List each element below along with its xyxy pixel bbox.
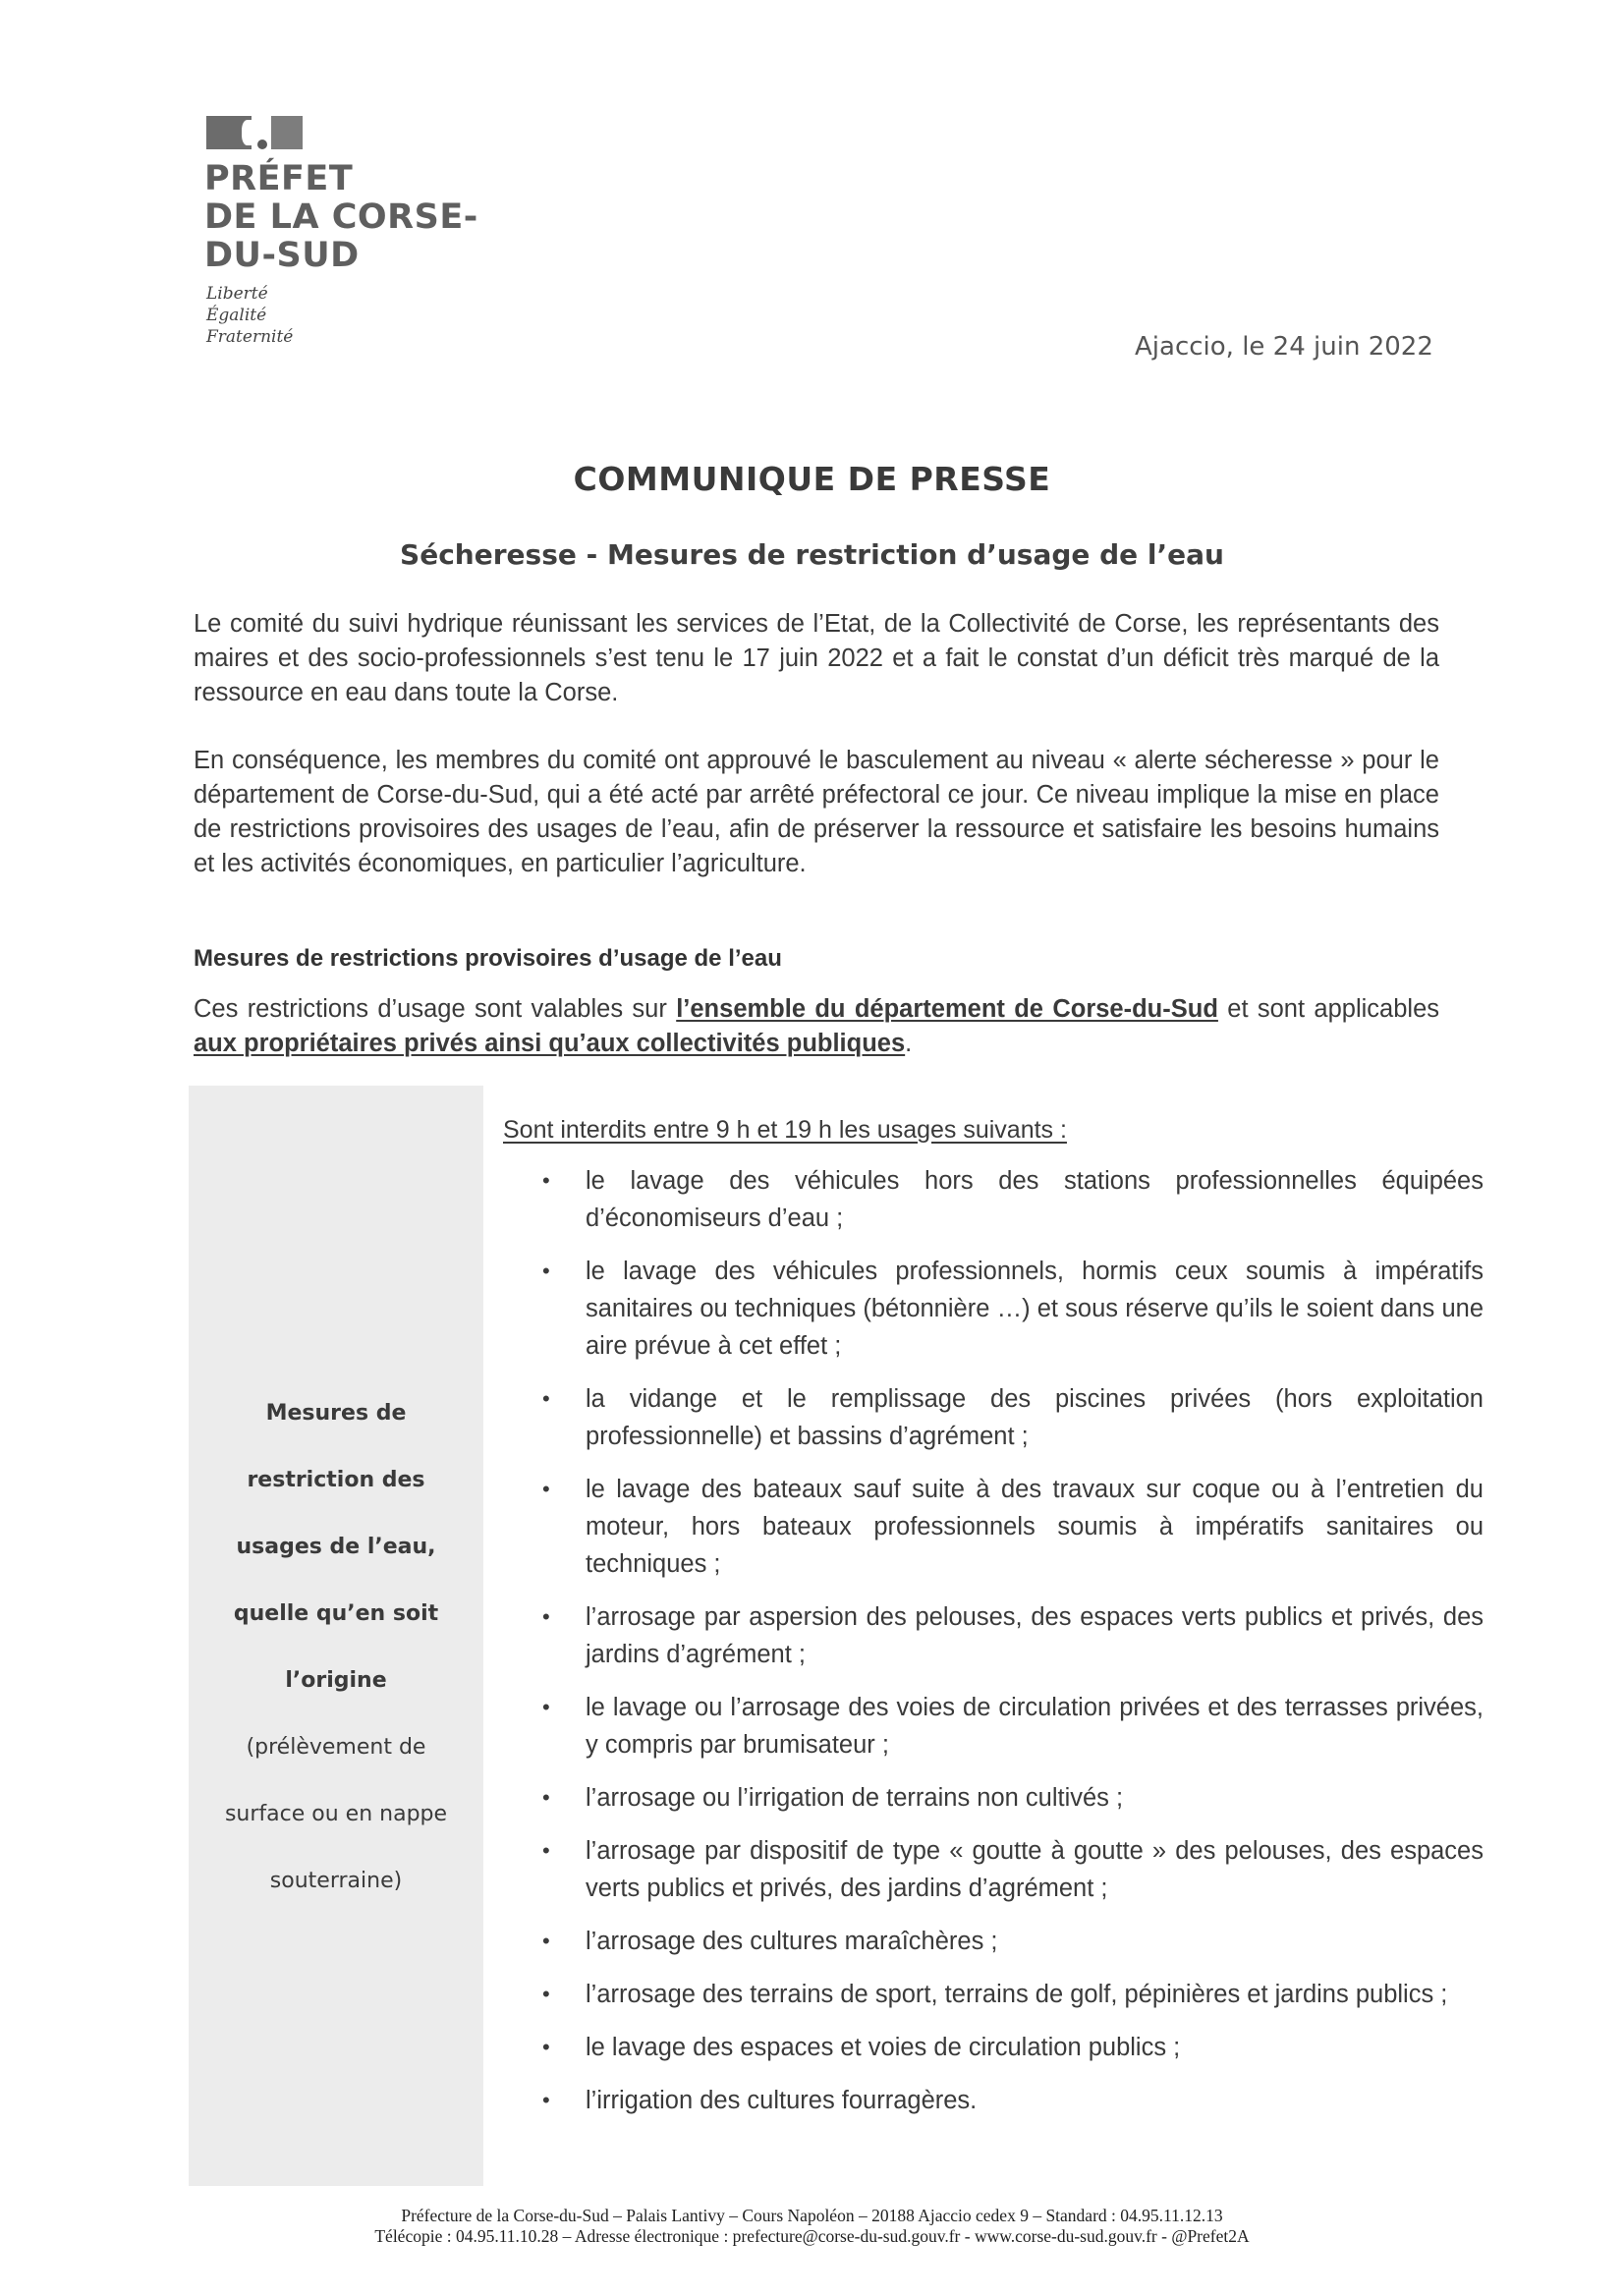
list-item [531,1471,1484,1583]
bullet-icon: • [542,1838,550,1863]
prefecture-name-line: PRÉFET [204,159,354,198]
list-item-text: l’arrosage des cultures maraîchères ; [586,1928,998,1955]
bullet-icon: • [542,1785,550,1810]
side-label-line: (prélèvement de [246,1735,426,1760]
bullet-icon: • [542,1604,550,1629]
side-label-text [189,1380,483,1915]
side-label-line: l’origine [285,1668,387,1693]
bullet-icon: • [542,1929,550,1953]
list-item-text: l’arrosage par dispositif de type « goutte à goutte » des pelouses, des espaces verts publics et privés, des jardins d’agrément ; [586,1837,1484,1902]
side-label-line: Mesures de [265,1401,407,1426]
list-item [531,1253,1484,1365]
list-item-text: l’arrosage ou l’irrigation de terrains non cultivés ; [586,1784,1124,1812]
side-label-line: surface ou en nappe [224,1802,448,1826]
side-label-line: restriction des [247,1468,425,1492]
motto-line: Égalité [206,306,267,325]
bullet-icon: • [542,2035,550,2059]
logo-block-red [271,116,303,149]
side-label-line: souterraine) [269,1869,403,1893]
list-item [531,1380,1484,1455]
restriction-side-label-panel [189,1086,483,2186]
logo-block-blue [206,116,252,149]
side-label-line: quelle qu’en soit [233,1601,439,1626]
list-item [531,1779,1484,1817]
list-item [531,1976,1484,2013]
list-item-text: le lavage des véhicules hors des stations professionnelles équipées d’économiseurs d’eau ; [586,1167,1484,1232]
motto-line: Fraternité [206,327,294,347]
scope-emphasis-territory: l’ensemble du département de Corse-du-Sud [676,995,1218,1023]
paragraph-consequence: En conséquence, les membres du comité ont approuvé le basculement au niveau « alerte sécheresse » pour le département de Corse-du-Sud, qui a été acté par arrêté préfectoral ce jour. Ce niveau implique la mise en place de restrictions provisoires des usages de l’eau, afin de préserver la ressource et satisfaire les besoins humains et les activités économiques, en particulier l’agriculture. [194,747,1439,877]
marianne-logo-icon [206,116,303,151]
list-item-text: le lavage des véhicules professionnels, hormis ceux soumis à impératifs sanitaires ou techniques (bétonnière …) et sous réserve qu’ils le soient dans une aire prévue à cet effet ; [586,1258,1484,1360]
scope-emphasis-owners: aux propriétaires privés ainsi qu’aux collectivités publiques [194,1030,906,1057]
list-item [531,1162,1484,1237]
bullet-icon: • [542,2088,550,2112]
section-heading: Mesures de restrictions provisoires d’usage de l’eau [194,945,782,972]
paragraph-scope [194,992,1439,1061]
list-item-text: le lavage des bateaux sauf suite à des travaux sur coque ou à l’entretien du moteur, hors bateaux professionnels soumis à impératifs sanitaires ou techniques ; [586,1476,1484,1578]
list-item [531,1832,1484,1907]
footer-address: Préfecture de la Corse-du-Sud – Palais Lantivy – Cours Napoléon – 20188 Ajaccio cedex 9 – Standard : 04.95.11.12.13 [401,2206,1223,2225]
footer-contact: Télécopie : 04.95.11.10.28 – Adresse électronique : prefecture@corse-du-sud.gouv.fr - www.corse-du-sud.gouv.fr - @Prefet2A [374,2226,1250,2246]
side-label-line: usages de l’eau, [236,1535,436,1559]
list-item-text: l’irrigation des cultures fourragères. [586,2087,978,2114]
logo-dot [257,140,267,149]
document-date: Ajaccio, le 24 juin 2022 [1135,332,1433,362]
prefecture-name-line: DU-SUD [204,236,360,275]
list-item [531,1689,1484,1764]
bullet-icon: • [542,1477,550,1501]
restriction-list-heading: Sont interdits entre 9 h et 19 h les usages suivants : [503,1116,1067,1144]
scope-text: . [905,1030,913,1057]
prefecture-name [204,160,478,275]
list-item [531,2029,1484,2066]
list-item-text: le lavage ou l’arrosage des voies de circulation privées et des terrasses privées, y compris par brumisateur ; [586,1694,1484,1759]
bullet-icon: • [542,1168,550,1193]
bullet-icon: • [542,1695,550,1719]
scope-text: Ces restrictions d’usage sont valables sur [194,995,677,1023]
paragraph-intro: Le comité du suivi hydrique réunissant les services de l’Etat, de la Collectivité de Corse, les représentants des maires et des socio-professionnels s’est tenu le 17 juin 2022 et a fait le constat d’un déficit très marqué de la ressource en eau dans toute la Corse. [194,610,1439,706]
page-footer [0,2206,1624,2247]
document-title: COMMUNIQUE DE PRESSE [573,460,1051,498]
bullet-icon: • [542,1259,550,1283]
document-subtitle: Sécheresse - Mesures de restriction d’usage de l’eau [400,538,1224,571]
republic-motto [206,283,293,348]
list-item-text: le lavage des espaces et voies de circulation publics ; [586,2034,1181,2061]
list-item [531,1923,1484,1960]
list-item-text: la vidange et le remplissage des piscines privées (hors exploitation professionnelle) et bassins d’agrément ; [586,1385,1484,1450]
bullet-icon: • [542,1386,550,1411]
list-item [531,1598,1484,1673]
bullet-icon: • [542,1982,550,2006]
restriction-list [531,1162,1484,2135]
motto-line: Liberté [206,284,268,304]
prefecture-name-line: DE LA CORSE- [204,197,478,237]
list-item-text: l’arrosage par aspersion des pelouses, des espaces verts publics et privés, des jardins d’agrément ; [586,1603,1484,1668]
list-item [531,2082,1484,2119]
scope-text: et sont applicables [1217,995,1440,1023]
list-item-text: l’arrosage des terrains de sport, terrains de golf, pépinières et jardins publics ; [586,1981,1448,2008]
